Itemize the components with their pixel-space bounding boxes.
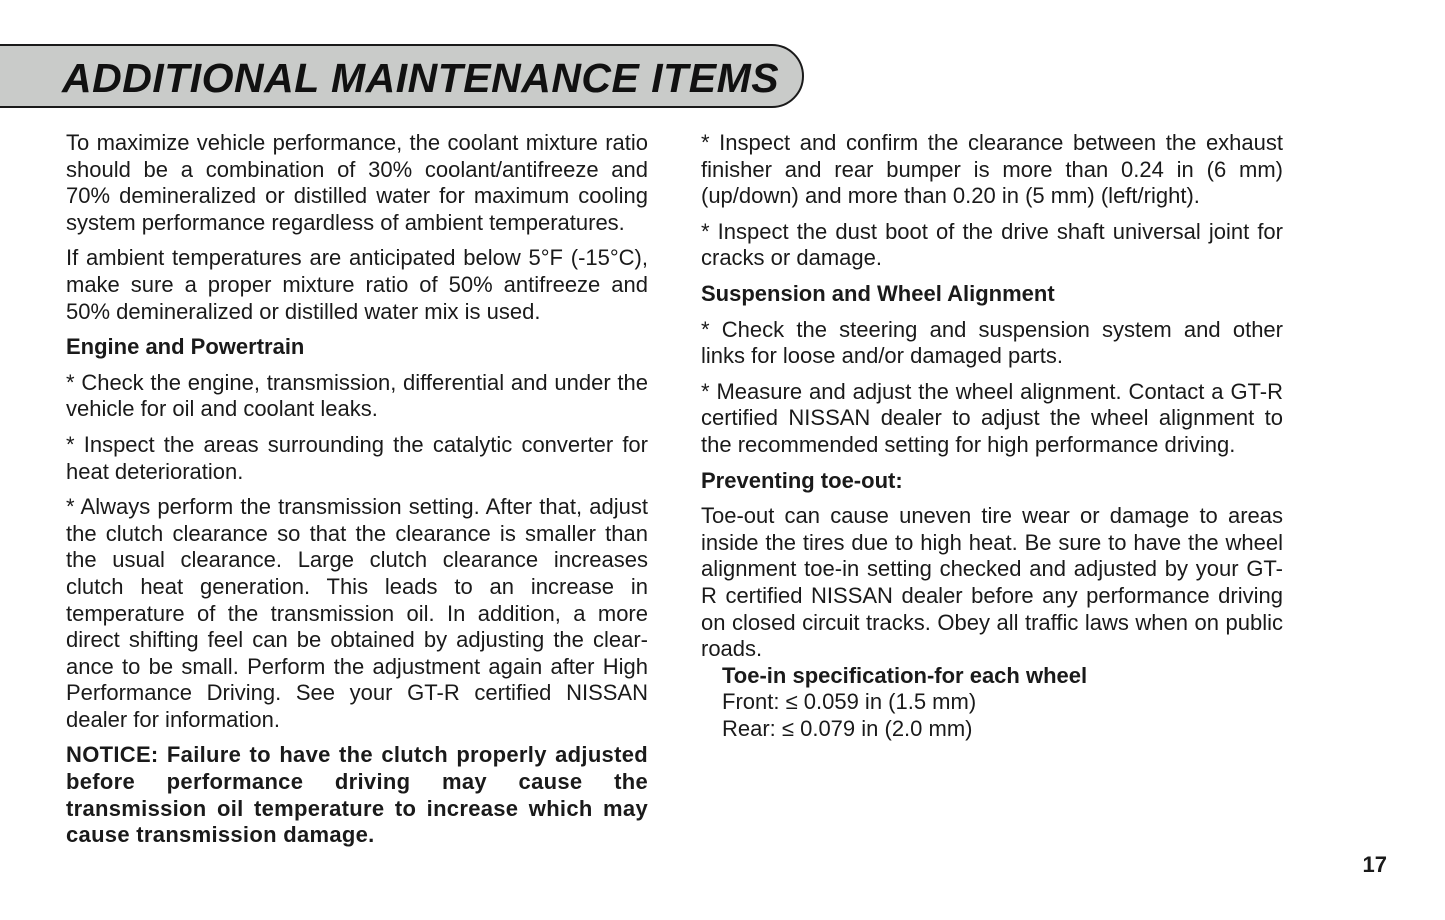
clutch-notice: NOTICE: Failure to have the clutch properly adjusted before performance driving may cause the transmission oil temperature to increase which may cause transmission damage. — [66, 742, 648, 848]
exhaust-clearance-item: * Inspect and confirm the clearance between the exhaust finisher and rear bumper is more than 0.24 in (6 mm) (up/down) and more than 0.20 in (5 mm) (left/right). — [701, 130, 1283, 209]
coolant-ratio-paragraph: To maximize vehicle performance, the coolant mixture ratio should be a combination of 30% coolant/antifreeze and 70% demineralized or distilled water for maximum cooling system performance regardless of ambient temperatures. — [66, 130, 648, 235]
preventing-toe-out-heading: Preventing toe-out: — [701, 467, 903, 493]
page-title: ADDITIONAL MAINTENANCE ITEMS — [62, 55, 780, 101]
engine-item-catalytic-converter: * Inspect the areas surrounding the catalytic converter for heat deterioration. — [66, 431, 648, 484]
engine-item-transmission-setting: * Always perform the transmission setting. After that, adjust the clutch clearance so that the clearance is smaller than the usual clearance. Large clutch clearance increases clutch heat generation. This leads to an increase in temperature of the transmission oil. In addition, a more direct shifting feel can be obtained by adjusting the clearance to be small. Perform the adjustment again after High Performance Driving. See your GT-R certified NISSAN dealer for information. — [66, 494, 648, 732]
suspension-item-wheel-alignment: * Measure and adjust the wheel alignment. Contact a GT-R certified NISSAN dealer to adjust the wheel alignment to the recommended setting for high performance driving. — [701, 378, 1283, 457]
toe-in-spec-front: Front: ≤ 0.059 in (1.5 mm) — [722, 689, 977, 715]
suspension-alignment-heading: Suspension and Wheel Alignment — [701, 280, 1055, 306]
page-number: 17 — [1362, 852, 1387, 877]
dust-boot-item: * Inspect the dust boot of the drive shaft universal joint for cracks or damage. — [701, 218, 1283, 271]
toe-out-paragraph: Toe-out can cause uneven tire wear or damage to areas inside the tires due to high heat. Be sure to have the wheel alignment toe-in setting checked and adjusted by your GT-R certified NISSAN dealer before any performance driving on closed circuit tracks. Obey all traffic laws when on public roads. — [701, 503, 1283, 662]
engine-powertrain-heading: Engine and Powertrain — [66, 334, 305, 360]
toe-in-spec-title: Toe-in specification-for each wheel — [722, 662, 1088, 688]
low-temperature-paragraph: If ambient temperatures are anticipated below 5°F (-15°C), make sure a proper mixture ratio of 50% antifreeze and 50% demineralized or distilled water mix is used. — [66, 245, 648, 324]
suspension-item-steering: * Check the steering and suspension system and other links for loose and/or damaged parts. — [701, 316, 1283, 369]
section-title-bar — [0, 44, 804, 108]
right-column — [701, 130, 1283, 742]
toe-in-specification — [722, 663, 1283, 743]
engine-item-leaks: * Check the engine, transmission, differential and under the vehicle for oil and coolant leaks. — [66, 369, 648, 422]
toe-in-spec-rear: Rear: ≤ 0.079 in (2.0 mm) — [722, 715, 973, 741]
left-column — [66, 130, 648, 858]
